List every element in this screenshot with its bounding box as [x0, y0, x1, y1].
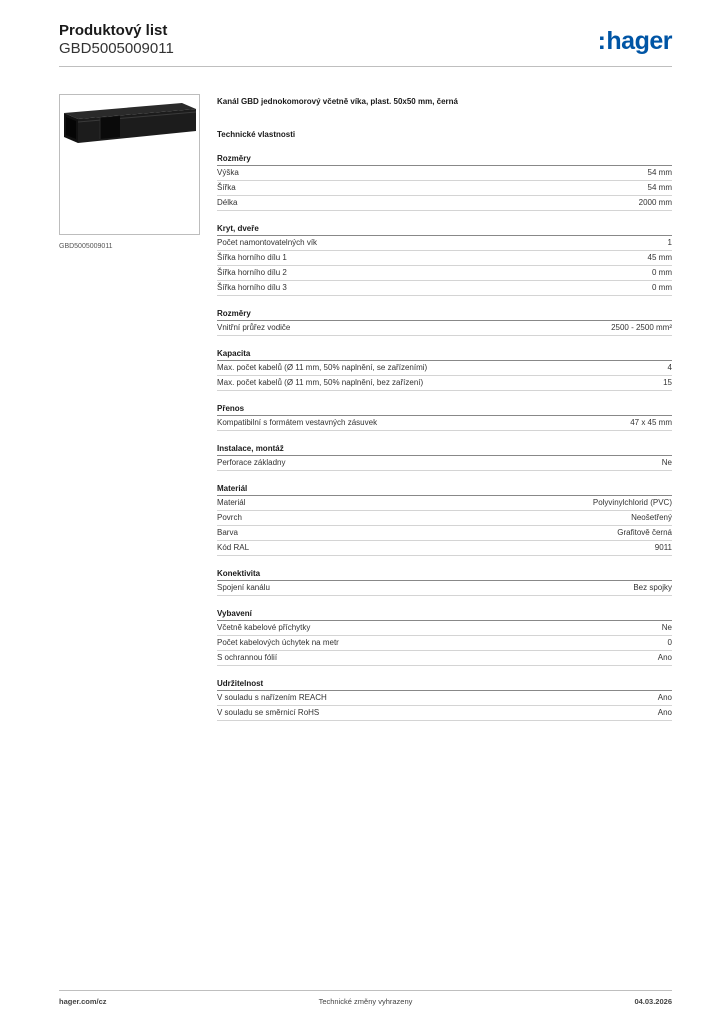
logo-text: hager — [606, 27, 672, 55]
property-group — [217, 153, 672, 211]
property-row — [217, 266, 672, 281]
property-value: 54 mm — [647, 168, 672, 177]
property-row — [217, 321, 672, 336]
property-value: 0 mm — [652, 268, 672, 277]
image-caption: GBD5005009011 — [59, 243, 113, 250]
property-group — [217, 223, 672, 296]
property-value: Neošetřený — [631, 513, 672, 522]
property-row — [217, 526, 672, 541]
document-header — [59, 22, 174, 58]
property-value: 1 — [667, 238, 672, 247]
property-label: Šířka horního dílu 3 — [217, 283, 287, 292]
property-row — [217, 496, 672, 511]
property-value: Polyvinylchlorid (PVC) — [592, 498, 672, 507]
property-row — [217, 196, 672, 211]
page-title: Produktový list — [59, 22, 168, 39]
property-label: Šířka horního dílu 1 — [217, 253, 287, 262]
property-label: Šířka horního dílu 2 — [217, 268, 287, 277]
property-group — [217, 608, 672, 666]
property-value: Bez spojky — [633, 583, 672, 592]
property-value: 0 — [667, 638, 672, 647]
property-row — [217, 361, 672, 376]
property-value: 4 — [667, 363, 672, 372]
property-row — [217, 236, 672, 251]
property-row — [217, 511, 672, 526]
property-group — [217, 678, 672, 721]
property-row — [217, 541, 672, 556]
property-row — [217, 691, 672, 706]
property-label: Délka — [217, 198, 238, 207]
property-label: Spojení kanálu — [217, 583, 270, 592]
property-label: V souladu s nařízením REACH — [217, 693, 327, 702]
property-group — [217, 443, 672, 471]
property-label: Kód RAL — [217, 543, 250, 552]
property-label: Materiál — [217, 498, 246, 507]
property-label: Kompatibilní s formátem vestavných zásuvek — [217, 418, 378, 427]
property-label: Počet kabelových úchytek na metr — [217, 638, 339, 647]
property-label: Povrch — [217, 513, 242, 522]
property-row — [217, 651, 672, 666]
property-value: Ne — [661, 458, 672, 467]
property-value: 45 mm — [647, 253, 672, 262]
property-value: 2500 - 2500 mm² — [611, 323, 672, 332]
product-code: GBD5005009011 — [59, 40, 174, 57]
property-label: Šířka — [217, 183, 236, 192]
group-title: Rozměry — [217, 308, 672, 321]
product-name: Kanál GBD jednokomorový včetně víka, plast. 50x50 mm, černá — [217, 97, 458, 106]
property-label: S ochrannou fólií — [217, 653, 278, 662]
cable-duct-image — [60, 99, 199, 159]
property-group — [217, 568, 672, 596]
property-value: Ano — [657, 693, 672, 702]
property-group — [217, 348, 672, 391]
property-label: Max. počet kabelů (Ø 11 mm, 50% naplnění, bez zařízení) — [217, 378, 424, 387]
property-label: Vnitřní průřez vodiče — [217, 323, 291, 332]
group-title: Kapacita — [217, 348, 672, 361]
footer-disclaimer: Technické změny vyhrazeny — [318, 997, 413, 1006]
property-label: Včetně kabelové příchytky — [217, 623, 311, 632]
property-group — [217, 403, 672, 431]
footer-date: 04.03.2026 — [634, 997, 672, 1006]
property-value: Ne — [661, 623, 672, 632]
property-value: 15 — [663, 378, 672, 387]
property-row — [217, 251, 672, 266]
property-row — [217, 376, 672, 391]
property-group — [217, 308, 672, 336]
property-row — [217, 706, 672, 721]
property-value: Ano — [657, 653, 672, 662]
property-value: Ano — [657, 708, 672, 717]
group-title: Vybavení — [217, 608, 672, 621]
property-value: 47 x 45 mm — [630, 418, 672, 427]
property-label: Výška — [217, 168, 239, 177]
property-row — [217, 456, 672, 471]
group-title: Rozměry — [217, 153, 672, 166]
property-row — [217, 581, 672, 596]
property-value: 9011 — [654, 543, 672, 552]
footer-divider — [59, 990, 672, 991]
property-value: 54 mm — [647, 183, 672, 192]
group-title: Kryt, dveře — [217, 223, 672, 236]
hager-logo: :hager — [597, 27, 672, 55]
property-label: Počet namontovatelných vík — [217, 238, 318, 247]
property-row — [217, 181, 672, 196]
product-image-frame — [59, 94, 200, 235]
property-groups — [217, 153, 672, 721]
group-title: Instalace, montáž — [217, 443, 672, 456]
property-label: Max. počet kabelů (Ø 11 mm, 50% naplnění, se zařízeními) — [217, 363, 428, 372]
property-value: Grafitově černá — [617, 528, 672, 537]
property-group — [217, 483, 672, 556]
product-details — [217, 96, 672, 733]
property-label: Perforace základny — [217, 458, 286, 467]
property-row — [217, 281, 672, 296]
header-divider — [59, 66, 672, 67]
property-value: 2000 mm — [638, 198, 672, 207]
property-row — [217, 621, 672, 636]
property-label: Barva — [217, 528, 238, 537]
group-title: Konektivita — [217, 568, 672, 581]
group-title: Materiál — [217, 483, 672, 496]
property-label: V souladu se směrnicí RoHS — [217, 708, 320, 717]
group-title: Přenos — [217, 403, 672, 416]
property-value: 0 mm — [652, 283, 672, 292]
group-title: Udržitelnost — [217, 678, 672, 691]
technical-properties-heading: Technické vlastnosti — [217, 130, 296, 139]
property-row — [217, 416, 672, 431]
property-row — [217, 636, 672, 651]
footer-website[interactable]: hager.com/cz — [59, 997, 107, 1006]
property-row — [217, 166, 672, 181]
